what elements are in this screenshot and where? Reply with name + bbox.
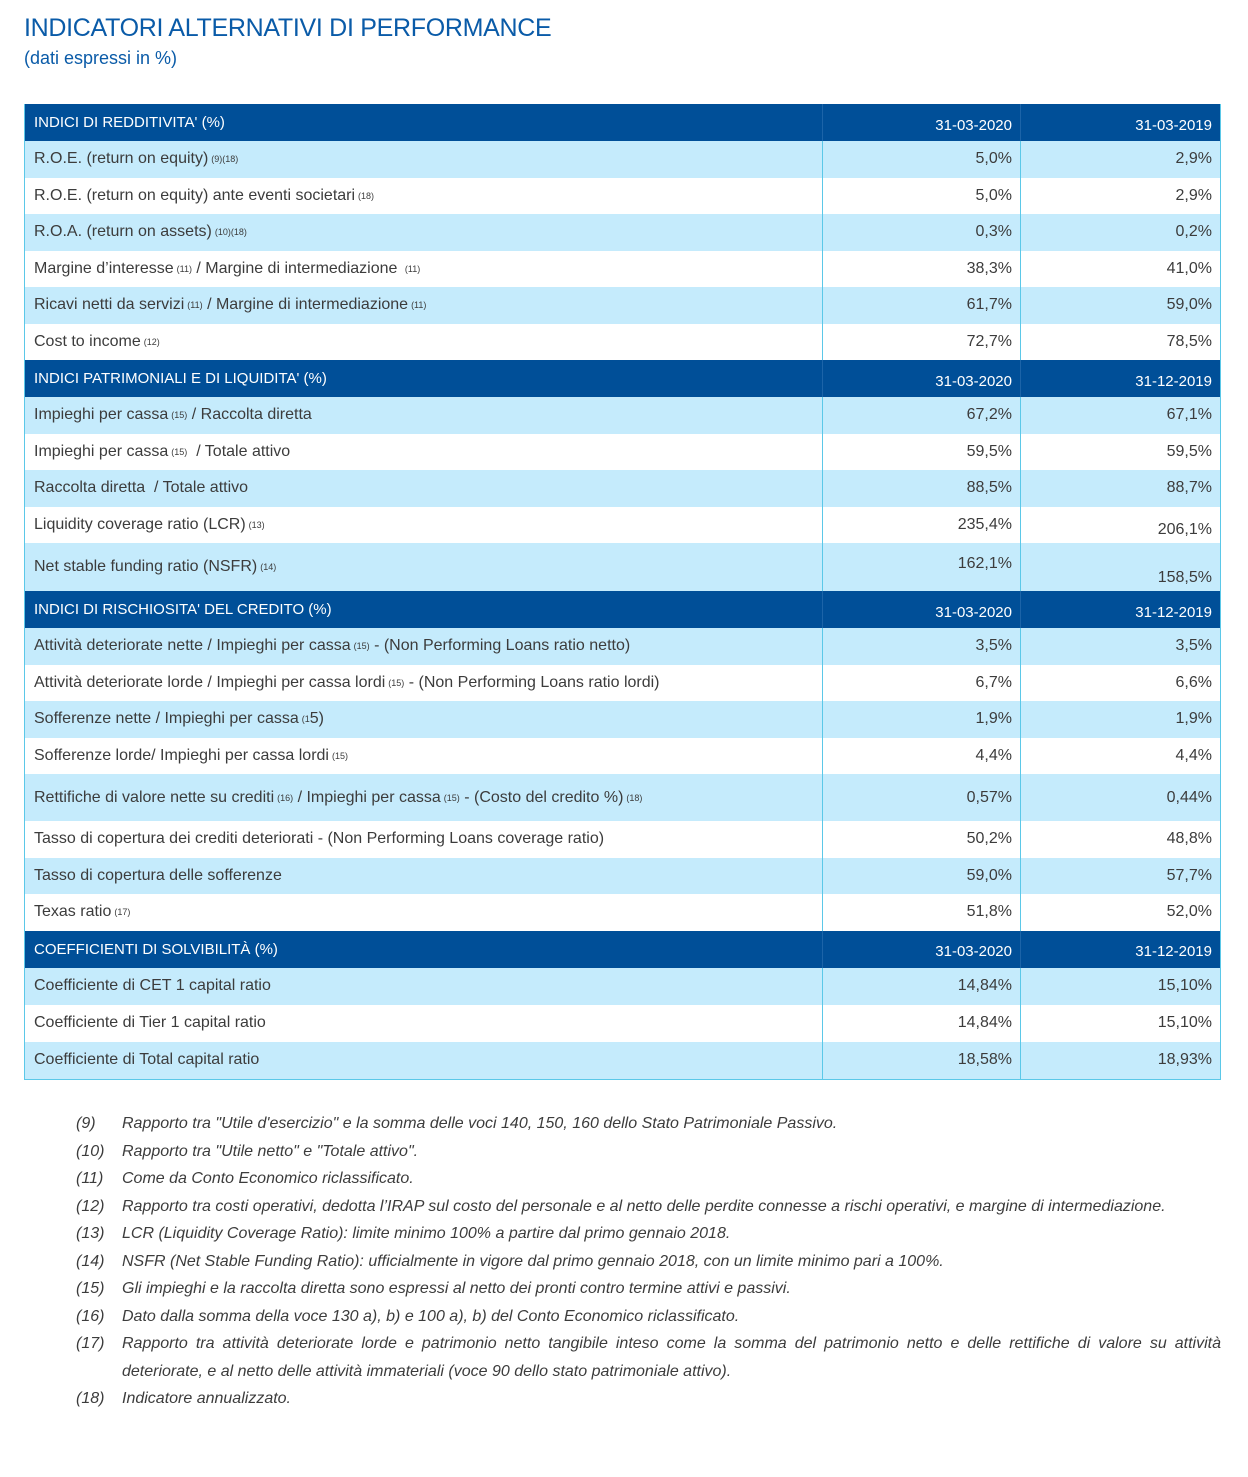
column-header-date-2: 31-12-2019 <box>1135 603 1212 621</box>
footnote: (11) Come da Conto Economico riclassificato. <box>76 1170 414 1187</box>
table-row <box>25 858 1220 895</box>
performance-indicators-table <box>24 104 1221 1080</box>
row-value-2: 0,2% <box>1175 223 1212 241</box>
section-header-redditivita <box>25 104 1220 141</box>
table-row <box>25 324 1220 361</box>
row-label: Tasso di copertura dei crediti deteriorati - (Non Performing Loans coverage ratio) <box>25 821 823 858</box>
footnote: (16) Dato dalla somma della voce 130 a), b) e 100 a), b) del Conto Economico riclassificato. <box>76 1307 740 1325</box>
table-row <box>25 507 1220 544</box>
table-row <box>25 701 1220 738</box>
row-value-2: 15,10% <box>1157 977 1212 994</box>
row-value-1: 6,7% <box>823 665 1021 702</box>
row-value-1: 4,4% <box>823 738 1021 775</box>
row-value-1: 67,2% <box>823 397 1021 434</box>
table-row <box>25 434 1220 471</box>
row-label: Texas ratio (17) <box>25 894 823 931</box>
table-row <box>25 141 1220 178</box>
row-value-1: 14,84% <box>823 1005 1021 1042</box>
footnote: (12) Rapporto tra costi operativi, dedotta l’IRAP sul costo del personale e al netto delle perdite connesse a rischi operativi, e margine di intermediazione. <box>76 1197 1166 1215</box>
row-label: Attività deteriorate lorde / Impieghi per cassa lordi (15) - (Non Performing Loans ratio lordi) <box>25 665 823 702</box>
page-title: INDICATORI ALTERNATIVI DI PERFORMANCE <box>24 14 552 42</box>
row-value-2: 206,1% <box>1157 521 1212 538</box>
row-label: Raccolta diretta / Totale attivo <box>25 470 823 507</box>
column-header-date-1: 31-03-2020 <box>823 360 1021 397</box>
column-header-date-2: 31-03-2019 <box>1135 116 1212 134</box>
table-row <box>25 628 1220 665</box>
column-header-date-2: 31-12-2019 <box>1135 943 1212 960</box>
row-label: Coefficiente di CET 1 capital ratio <box>25 968 823 1005</box>
column-header-date-1: 31-03-2020 <box>823 931 1021 968</box>
section-title: COEFFICIENTI DI SOLVIBILITÀ (%) <box>25 931 823 968</box>
row-label: Sofferenze lorde/ Impieghi per cassa lordi (15) <box>25 738 823 775</box>
row-label: R.O.E. (return on equity) ante eventi societari (18) <box>25 178 823 215</box>
row-value-1: 18,58% <box>823 1042 1021 1079</box>
row-value-2: 67,1% <box>1166 406 1212 424</box>
row-label: Tasso di copertura delle sofferenze <box>25 858 823 895</box>
table-row <box>25 470 1220 507</box>
table-row <box>25 738 1220 775</box>
row-value-1: 72,7% <box>823 324 1021 361</box>
row-value-2: 88,7% <box>1166 479 1212 497</box>
column-header-date-1: 31-03-2020 <box>823 591 1021 628</box>
row-label: Sofferenze nette / Impieghi per cassa (1 5) <box>25 701 823 738</box>
row-value-1: 51,8% <box>823 894 1021 931</box>
footnote: (9) Rapporto tra "Utile d'esercizio" e la somma delle voci 140, 150, 160 dello Stato Patrimoniale Passivo. <box>76 1115 838 1132</box>
footnote: (10) Rapporto tra "Utile netto" e "Totale attivo". <box>76 1142 419 1160</box>
row-label: Cost to income (12) <box>25 324 823 361</box>
footnote: (15) Gli impieghi e la raccolta diretta sono espressi al netto dei pronti contro termine attivi e passivi. <box>76 1280 791 1297</box>
row-value-2: 59,0% <box>1166 296 1212 314</box>
row-value-1: 162,1% <box>823 543 1021 591</box>
row-value-2: 15,10% <box>1157 1014 1212 1031</box>
table-row <box>25 1042 1220 1079</box>
row-value-1: 5,0% <box>823 141 1021 178</box>
table-row <box>25 178 1220 215</box>
row-label: Margine d’interesse (11) / Margine di intermediazione (11) <box>25 251 823 288</box>
table-row <box>25 251 1220 288</box>
row-value-1: 0,3% <box>823 214 1021 251</box>
section-title: INDICI DI REDDITIVITA' (%) <box>25 104 823 141</box>
row-value-1: 0,57% <box>823 774 1021 821</box>
row-value-2: 48,8% <box>1166 830 1212 848</box>
row-value-2: 57,7% <box>1166 866 1212 884</box>
row-label: Impieghi per cassa (15) / Totale attivo <box>25 434 823 471</box>
row-value-2: 59,5% <box>1166 442 1212 460</box>
row-value-2: 3,5% <box>1175 637 1212 655</box>
row-value-2: 18,93% <box>1157 1051 1212 1068</box>
row-label: Ricavi netti da servizi (11) / Margine di intermediazione (11) <box>25 287 823 324</box>
row-label: R.O.A. (return on assets) (10)(18) <box>25 214 823 251</box>
table-row <box>25 287 1220 324</box>
row-value-1: 88,5% <box>823 470 1021 507</box>
page-subtitle: (dati espressi in %) <box>24 48 178 68</box>
row-value-2: 1,9% <box>1175 710 1212 728</box>
row-value-2: 41,0% <box>1166 259 1212 277</box>
row-value-1: 3,5% <box>823 628 1021 665</box>
row-value-1: 14,84% <box>823 968 1021 1005</box>
column-header-date-1: 31-03-2020 <box>823 104 1021 141</box>
row-value-1: 59,5% <box>823 434 1021 471</box>
row-value-1: 38,3% <box>823 251 1021 288</box>
row-value-2: 0,44% <box>1166 788 1212 806</box>
table-row <box>25 968 1220 1005</box>
row-label: Net stable funding ratio (NSFR) (14) <box>25 543 823 591</box>
footnote: (14) NSFR (Net Stable Funding Ratio): ufficialmente in vigore dal primo gennaio 2018, con un limite minimo pari a 100%. <box>76 1252 944 1270</box>
row-value-2: 2,9% <box>1175 150 1212 168</box>
table-row <box>25 543 1220 591</box>
table-row <box>25 397 1220 434</box>
section-title: INDICI DI RISCHIOSITA' DEL CREDITO (%) <box>25 591 823 628</box>
row-label: Coefficiente di Tier 1 capital ratio <box>25 1005 823 1042</box>
table-row <box>25 821 1220 858</box>
row-value-1: 50,2% <box>823 821 1021 858</box>
table-row <box>25 894 1220 931</box>
footnotes <box>76 1110 1221 1413</box>
footnote: (17) Rapporto tra attività deteriorate lorde e patrimonio netto tangibile inteso come la somma del patrimonio netto e delle rettifiche di valore su attività deteriorate, e al netto delle attività immateriali (voce 90 dello stato patrimoniale attivo). <box>76 1335 1221 1380</box>
row-label: Impieghi per cassa (15) / Raccolta diretta <box>25 397 823 434</box>
row-value-1: 59,0% <box>823 858 1021 895</box>
section-header-solvibilita <box>25 931 1220 968</box>
section-title: INDICI PATRIMONIALI E DI LIQUIDITA' (%) <box>25 360 823 397</box>
row-label: Attività deteriorate nette / Impieghi per cassa (15) - (Non Performing Loans ratio netto) <box>25 628 823 665</box>
row-label: Rettifiche di valore nette su crediti (16) / Impieghi per cassa (15) - (Costo del credito %) (18) <box>25 774 823 821</box>
row-value-1: 61,7% <box>823 287 1021 324</box>
row-value-2: 2,9% <box>1175 186 1212 204</box>
row-label: R.O.E. (return on equity) (9)(18) <box>25 141 823 178</box>
row-label: Coefficiente di Total capital ratio <box>25 1042 823 1079</box>
table-row <box>25 1005 1220 1042</box>
row-value-2: 158,5% <box>1157 569 1212 586</box>
row-label: Liquidity coverage ratio (LCR) (13) <box>25 507 823 544</box>
table-row <box>25 774 1220 821</box>
column-header-date-2: 31-12-2019 <box>1135 372 1212 390</box>
row-value-2: 6,6% <box>1175 673 1212 691</box>
footnote: (13) LCR (Liquidity Coverage Ratio): limite minimo 100% a partire dal primo gennaio 2018. <box>76 1225 731 1242</box>
section-header-patrimoniali <box>25 360 1220 397</box>
row-value-1: 235,4% <box>823 507 1021 544</box>
footnote: (18) Indicatore annualizzato. <box>76 1390 291 1407</box>
row-value-2: 78,5% <box>1166 332 1212 350</box>
row-value-1: 5,0% <box>823 178 1021 215</box>
row-value-2: 52,0% <box>1166 903 1212 921</box>
section-header-rischiosita <box>25 591 1220 628</box>
table-row <box>25 214 1220 251</box>
table-row <box>25 665 1220 702</box>
row-value-2: 4,4% <box>1175 746 1212 764</box>
row-value-1: 1,9% <box>823 701 1021 738</box>
